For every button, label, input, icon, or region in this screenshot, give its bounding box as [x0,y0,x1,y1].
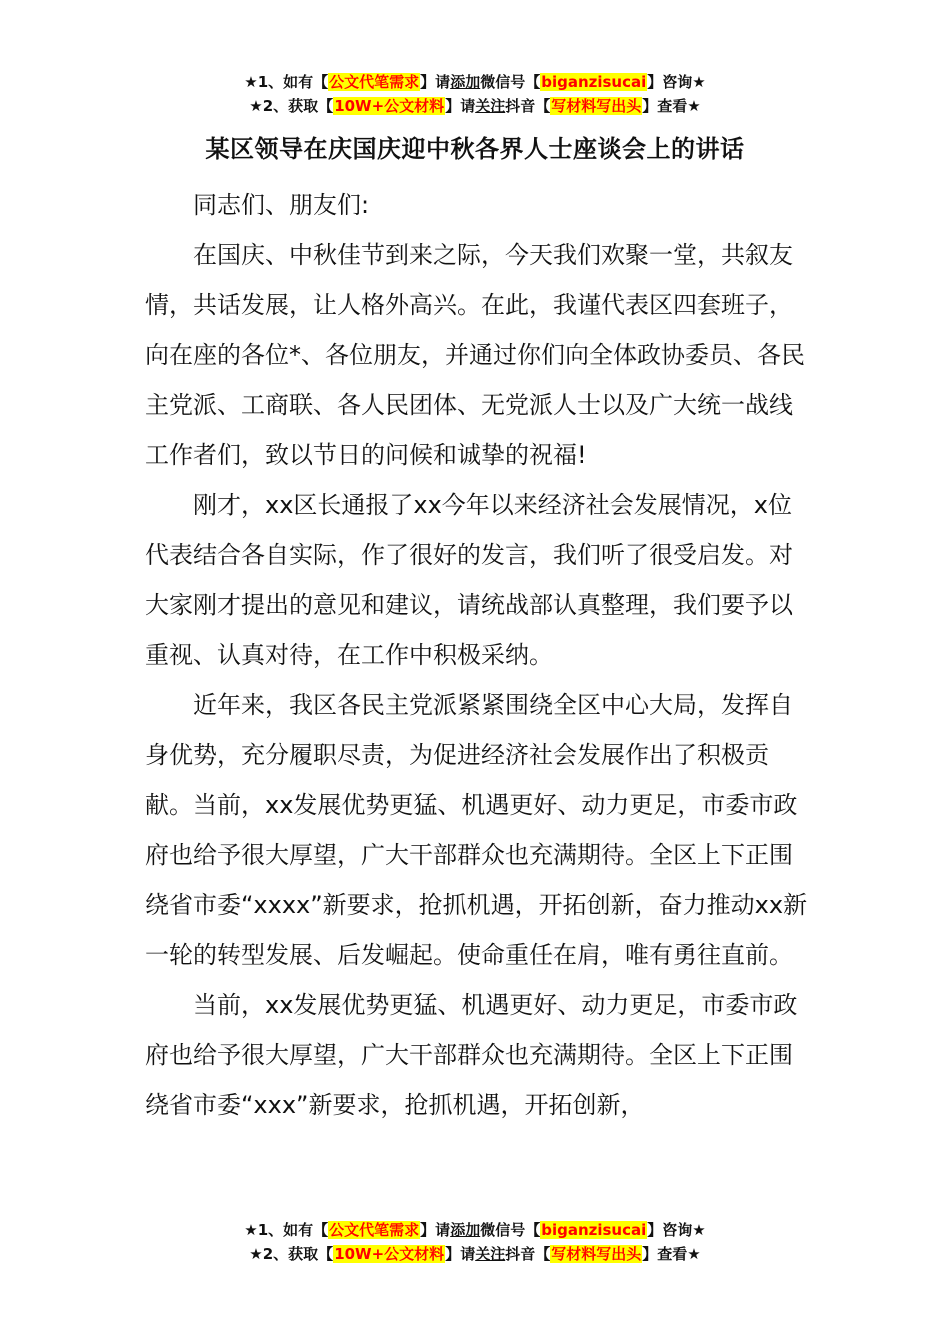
banner-text: 】请 [420,1221,451,1239]
banner-underlined: 添加 [450,1221,481,1239]
banner-highlight: 公文代笔需求 [329,1221,420,1239]
banner-text: 抖音【 [505,1245,551,1263]
banner-line-2 [0,94,950,118]
banner-underlined: 关注 [475,97,506,115]
banner-highlight: 写材料写出头 [551,1245,642,1263]
banner-text: 抖音【 [505,97,551,115]
banner-highlight: biganzisucai [541,73,647,91]
banner-highlight: 写材料写出头 [551,97,642,115]
document-body [145,180,810,1130]
banner-underlined: 添加 [450,73,481,91]
banner-text: 】咨询★ [647,73,706,91]
banner-text: ★1、如有【 [244,73,329,91]
footer-banner [0,1218,950,1266]
banner-text: 】咨询★ [647,1221,706,1239]
banner-text: 微信号【 [480,73,541,91]
banner-highlight: 10W+公文材料 [334,97,445,115]
banner-line-2 [0,1242,950,1266]
banner-text: 微信号【 [480,1221,541,1239]
banner-text: 】请 [445,97,476,115]
banner-text: 】请 [420,73,451,91]
banner-highlight: 公文代笔需求 [329,73,420,91]
banner-underlined: 关注 [475,1245,506,1263]
paragraph-1: 在国庆、中秋佳节到来之际，今天我们欢聚一堂，共叙友情，共话发展，让人格外高兴。在此，我谨代表区四套班子，向在座的各位*、各位朋友，并通过你们向全体政协委员、各民主党派、工商联、各人民团体、无党派人士以及广大统一战线工作者们，致以节日的问候和诚挚的祝福! [145,241,805,469]
salutation: 同志们、朋友们: [193,191,370,219]
banner-text: ★1、如有【 [244,1221,329,1239]
paragraph-3: 近年来，我区各民主党派紧紧围绕全区中心大局，发挥自身优势，充分履职尽责，为促进经济社会发展作出了积极贡献。当前，xx发展优势更猛、机遇更好、动力更足，市委市政府也给予很大厚望，广大干部群众也充满期待。全区上下正围绕省市委“xxxx”新要求，抢抓机遇，开拓创新，奋力推动xx新一轮的转型发展、后发崛起。使命重任在肩，唯有勇往直前。 [145,691,808,969]
banner-text: ★2、获取【 [249,97,334,115]
banner-text: 】请 [445,1245,476,1263]
banner-highlight: 10W+公文材料 [334,1245,445,1263]
banner-highlight: biganzisucai [541,1221,647,1239]
banner-line-1 [0,70,950,94]
paragraph-2: 刚才，xx区长通报了xx今年以来经济社会发展情况，x位代表结合各自实际，作了很好的发言，我们听了很受启发。对大家刚才提出的意见和建议，请统战部认真整理，我们要予以重视、认真对待，在工作中积极采纳。 [145,491,793,669]
banner-text: 】查看★ [642,1245,701,1263]
paragraph-4: 当前，xx发展优势更猛、机遇更好、动力更足，市委市政府也给予很大厚望，广大干部群众也充满期待。全区上下正围绕省市委“xxx”新要求，抢抓机遇，开拓创新， [145,991,798,1119]
document-title: 某区领导在庆国庆迎中秋各界人士座谈会上的讲话 [205,135,745,163]
banner-text: ★2、获取【 [249,1245,334,1263]
header-banner [0,70,950,118]
banner-text: 】查看★ [642,97,701,115]
banner-line-1 [0,1218,950,1242]
